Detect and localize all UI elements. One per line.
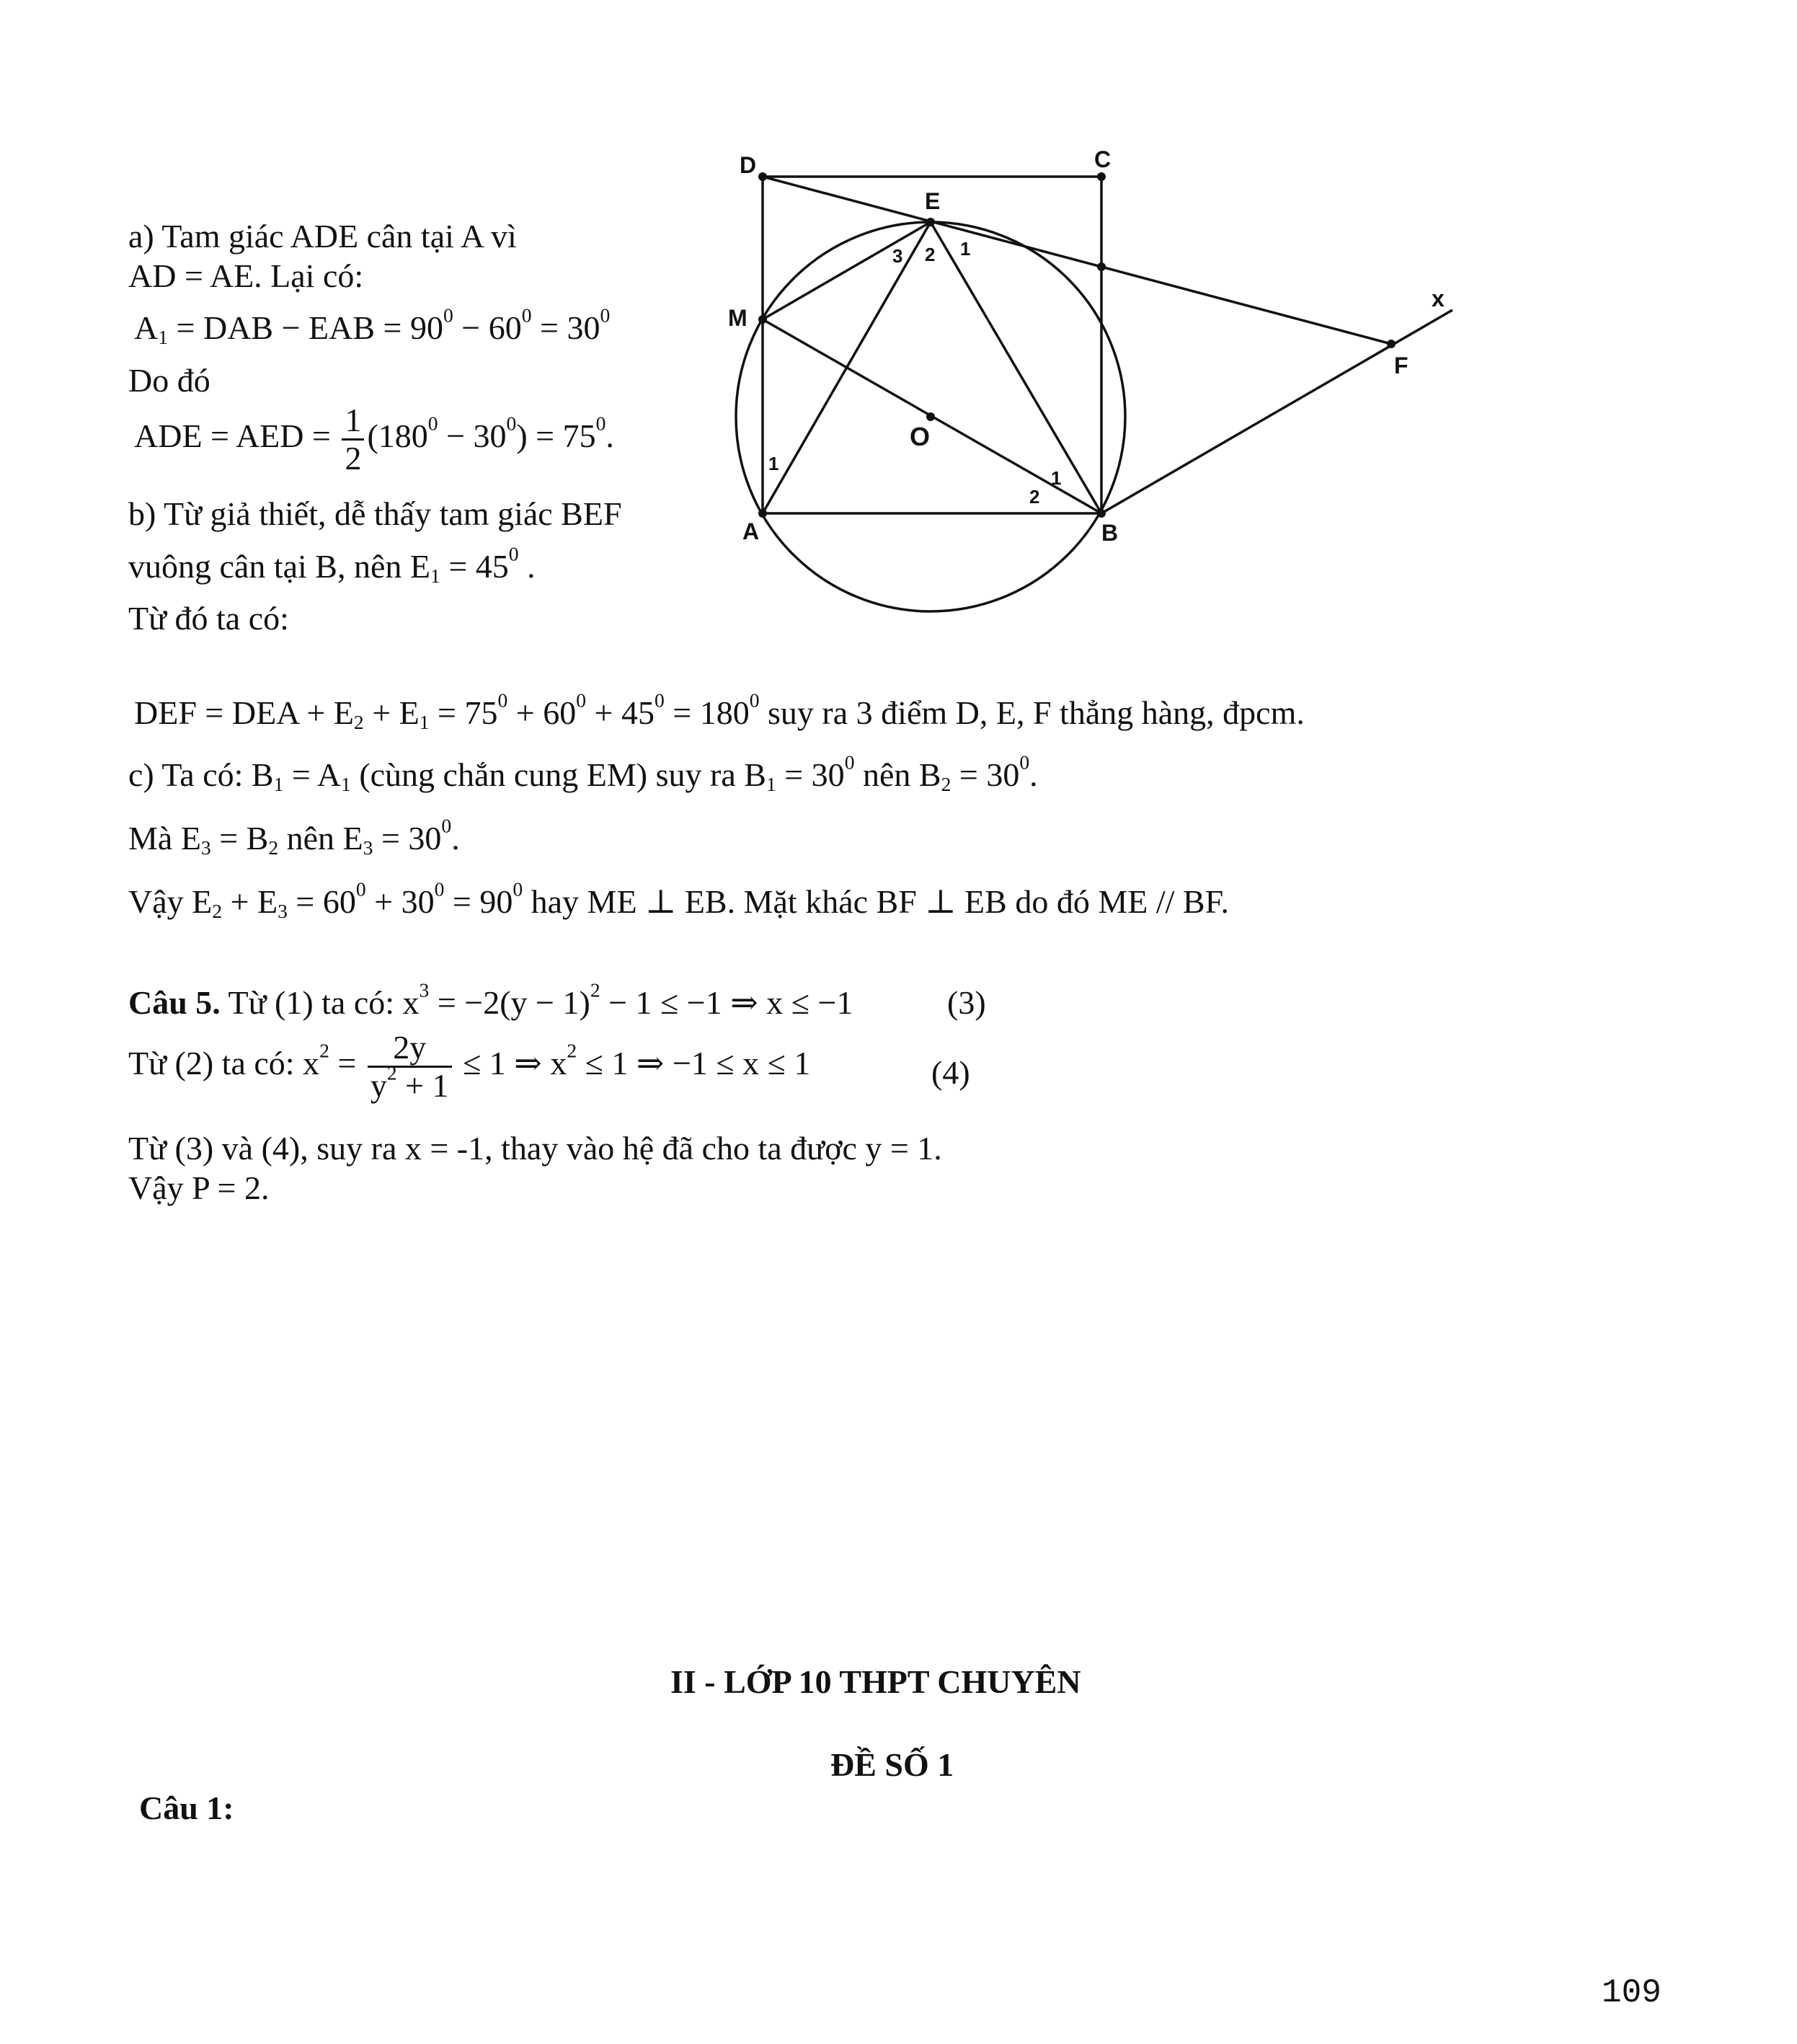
label-e: E xyxy=(925,188,941,214)
part-b-line3: Từ đó ta có: xyxy=(128,600,289,637)
angle-b2: 2 xyxy=(1029,486,1040,508)
line-def xyxy=(763,177,1391,344)
label-d: D xyxy=(740,152,757,178)
label-b: B xyxy=(1101,520,1119,546)
cau5-tag4: (4) xyxy=(931,1054,970,1091)
part-a-eq1: $A_1$ = DAB − EAB = $90^0 - 60^0 = 30^0$ xyxy=(134,304,611,348)
cau5-label: Câu 5. xyxy=(128,984,221,1021)
label-m: M xyxy=(728,305,747,331)
label-x: x xyxy=(1432,286,1445,311)
part-c-line3: Vậy $E_2 + E_3 = 60^0 + 30^0 = 90^0$ hay ME ⊥ EB. Mặt khác BF ⊥ EB do đó ME // BF. xyxy=(128,877,1229,922)
angle-e2: 2 xyxy=(925,244,936,265)
section-title: II - LỚP 10 THPT CHUYÊN xyxy=(670,1663,1081,1700)
question-label: Câu 1: xyxy=(139,1789,234,1826)
part-c-line2: Mà $E_3 = B_2$ nên $E_3 = 30^0$. xyxy=(128,814,460,859)
label-f: F xyxy=(1394,353,1408,379)
part-b-eq: DEF = DEA + $E_2 + E_1 = 75^0 + 60^0 + 45^0 = 180^0$ suy ra 3 điểm D, E, F thẳng hàng, đpcm. xyxy=(134,689,1305,733)
label-a: A xyxy=(742,518,760,544)
angle-e1: 1 xyxy=(960,238,971,260)
ray-bx xyxy=(1101,310,1452,513)
part-a-line2: AD = AE. Lại có: xyxy=(128,257,364,294)
cau5-tag3: (3) xyxy=(947,984,986,1021)
page-number: 109 xyxy=(1602,1974,1661,2012)
part-a-line4: Do đó xyxy=(128,362,210,399)
label-c: C xyxy=(1094,146,1112,172)
label-o: O xyxy=(910,422,931,451)
segment-me xyxy=(763,222,931,319)
part-c-line1: c) Ta có: $B_1 = A_1$ (cùng chắn cung EM) suy ra $B_1 = 30^0$ nên $B_2 = 30^0$. xyxy=(128,751,1038,795)
section-subtitle: ĐỀ SỐ 1 xyxy=(830,1746,954,1783)
angle-b1: 1 xyxy=(1051,467,1062,489)
part-b-line1: b) Từ giả thiết, dễ thấy tam giác BEF xyxy=(128,495,622,532)
part-b-line2: vuông cân tại B, nên $E_1 = 45^0$ . xyxy=(128,542,536,587)
cau5-line4: Vậy P = 2. xyxy=(128,1169,270,1206)
cau5-line1: Câu 5. Từ (1) ta có: $x^3 = -2(y - 1)^2 - 1 \le -1$ ⇒ x ≤ −1 xyxy=(128,978,853,1021)
segment-eb xyxy=(931,222,1101,513)
part-a-line1: a) Tam giác ADE cân tại A vì xyxy=(128,218,517,255)
cau5-line3: Từ (3) và (4), suy ra x = -1, thay vào hệ đã cho ta được y = 1. xyxy=(128,1130,942,1167)
cau5-line2: Từ (2) ta có: $x^2$ = $\frac{2y}{y^2 + 1}$ ≤ 1 ⇒ $x^2 \le 1$ ⇒ −1 ≤ x ≤ 1 xyxy=(128,1029,811,1104)
part-a-eq2: ADE = AED = $\frac{1}{2}$ $(180^0 - 30^0) = 75^0$. xyxy=(134,402,614,477)
angle-e3: 3 xyxy=(892,245,903,267)
angle-a1: 1 xyxy=(768,453,779,474)
